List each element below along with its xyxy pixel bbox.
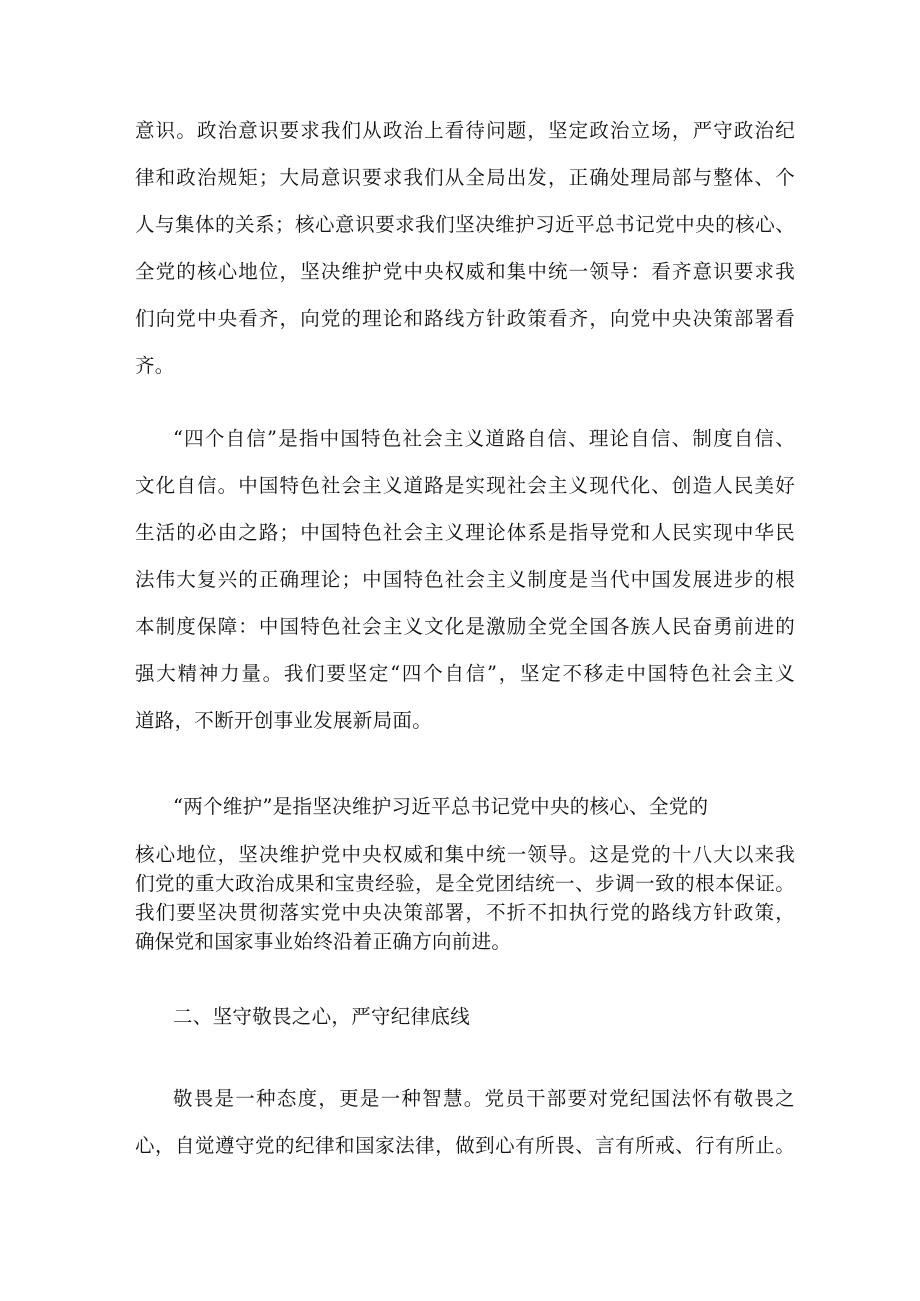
section-heading [135, 993, 795, 1040]
paragraph-political-awareness [135, 107, 795, 389]
text-line: “两个维护”是指坚决维护习近平总书记党中央的核心、全党的 [173, 795, 709, 818]
text-line: 法伟大复兴的正确理论；中国特色社会主义制度是当代中国发展进步的根 [135, 568, 795, 591]
text-line: 齐。 [135, 354, 175, 377]
paragraph-two-safeguards-first-line [135, 783, 795, 830]
text-line: 人与集体的关系；核心意识要求我们坚决维护习近平总书记党中央的核心、 [135, 213, 795, 236]
text-line: 们党的重大政治成果和宝贵经验，是全党团结统一、步调一致的根本保证。 [135, 872, 795, 895]
text-line: 本制度保障：中国特色社会主义文化是激励全党全国各族人民奋勇前进的 [135, 615, 795, 638]
text-line: 核心地位，坚决维护党中央权威和集中统一领导。这是党的十八大以来我 [135, 843, 795, 866]
paragraph-four-confidences [135, 415, 795, 744]
text-line: 确保党和国家事业始终沿着正确方向前进。 [135, 930, 512, 953]
text-line: 文化自信。中国特色社会主义道路是实现社会主义现代化、创造人民美好 [135, 474, 795, 497]
paragraph-reverence [135, 1075, 795, 1169]
text-line: “四个自信”是指中国特色社会主义道路自信、理论自信、制度自信、 [173, 427, 795, 450]
text-line: 律和政治规矩；大局意识要求我们从全局出发，正确处理局部与整体、个 [135, 166, 795, 189]
text-line: 我们要坚决贯彻落实党中央决策部署，不折不扣执行党的路线方针政策， [135, 901, 795, 924]
text-line: 意识。政治意识要求我们从政治上看待问题，坚定政治立场，严守政治纪 [135, 119, 795, 142]
heading-text: 二、坚守敬畏之心，严守纪律底线 [173, 1005, 471, 1028]
text-line: 道路，不断开创事业发展新局面。 [135, 709, 433, 732]
text-line: 们向党中央看齐，向党的理论和路线方针政策看齐，向党中央决策部署看 [135, 307, 795, 330]
paragraph-two-safeguards-body [135, 840, 795, 956]
text-line: 敬畏是一种态度，更是一种智慧。党员干部要对党纪国法怀有敬畏之 [173, 1087, 795, 1110]
text-line: 心，自觉遵守党的纪律和国家法律，做到心有所畏、言有所戒、行有所止。 [135, 1134, 795, 1157]
text-line: 生活的必由之路；中国特色社会主义理论体系是指导党和人民实现中华民 [135, 521, 795, 544]
text-line: 强大精神力量。我们要坚定“四个自信”，坚定不移走中国特色社会主义 [135, 662, 795, 685]
text-line: 全党的核心地位，坚决维护党中央权威和集中统一领导：看齐意识要求我 [135, 260, 795, 283]
